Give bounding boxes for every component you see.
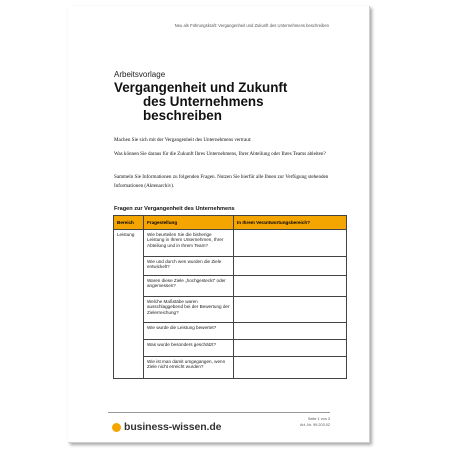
article-number: Art.-Nr. 99.203.02 <box>300 423 330 427</box>
page-title <box>114 81 324 123</box>
answer-cell[interactable] <box>234 230 347 257</box>
answer-cell[interactable] <box>234 297 347 323</box>
paragraph-question: Was können Sie daraus für die Zukunft Ihres Unternehmens, Ihrer Abteilung oder Ihres Teams ableiten? <box>114 151 326 157</box>
running-header: Neu als Führungskraft: Vergangenheit und Zukunft des Unternehmens beschreiben <box>174 23 329 28</box>
questions-table <box>113 215 347 379</box>
answer-cell[interactable] <box>234 340 347 357</box>
question-cell: Wie und durch wen wurden die Ziele entwickelt? <box>144 257 234 276</box>
question-cell: Was wurde besonders geschätzt? <box>144 340 234 357</box>
footer-meta <box>300 416 330 428</box>
footer-divider <box>108 412 330 413</box>
table-row <box>114 357 347 379</box>
document-page <box>68 6 370 443</box>
title-line-1: Vergangenheit und Zukunft <box>114 80 288 95</box>
question-cell: Welche Maßstäbe waren ausschlaggebend bei der Bewertung der Zielerreichung? <box>144 297 234 323</box>
table-row <box>114 230 347 257</box>
title-line-3: beschreiben <box>143 108 222 123</box>
table-row <box>114 323 347 340</box>
brand-dot-icon <box>112 423 121 432</box>
column-header-area: Bereich <box>114 216 144 230</box>
question-cell: Wie ist man damit umgegangen, wenn Ziele nicht erreicht wurden? <box>144 357 234 379</box>
question-cell: Wie wurde die Leistung bewertet? <box>144 323 234 340</box>
table-row <box>114 257 347 276</box>
brand-logo <box>112 420 221 434</box>
table-header-row <box>114 216 347 230</box>
table-row <box>114 340 347 357</box>
answer-cell[interactable] <box>234 323 347 340</box>
column-header-responsibility: In Ihrem Verantwortungsbereich? <box>234 216 347 230</box>
question-cell: Waren diese Ziele „hochgesteckt“ oder angemessen? <box>144 276 234 297</box>
paragraph-intro: Machen Sie sich mit der Vergangenheit des Unternehmens vertraut: <box>114 137 252 143</box>
table-row <box>114 297 347 323</box>
paragraph-instruction: Sammeln Sie Informationen zu folgenden Fragen. Nutzen Sie hierfür alle Ihnen zur Verfügung stehenden Informationen (Aktenarchiv). <box>114 174 329 189</box>
section-heading: Fragen zur Vergangenheit des Unternehmens <box>114 206 235 212</box>
title-line-2: des Unternehmens <box>143 94 264 109</box>
brand-name: business-wissen.de <box>124 421 222 433</box>
answer-cell[interactable] <box>234 357 347 379</box>
document-label: Arbeitsvorlage <box>114 70 166 79</box>
page-number: Seite 1 von 3 <box>307 417 330 421</box>
question-cell: Wie beurteilen Sie die bisherige Leistung in Ihrem Unternehmen, Ihrer Abteilung und in Ihrem Team? <box>144 230 234 257</box>
column-header-question: Fragestellung <box>144 216 234 230</box>
answer-cell[interactable] <box>234 276 347 297</box>
answer-cell[interactable] <box>234 257 347 276</box>
table-row <box>114 276 347 297</box>
area-cell: Leistung <box>114 230 144 379</box>
